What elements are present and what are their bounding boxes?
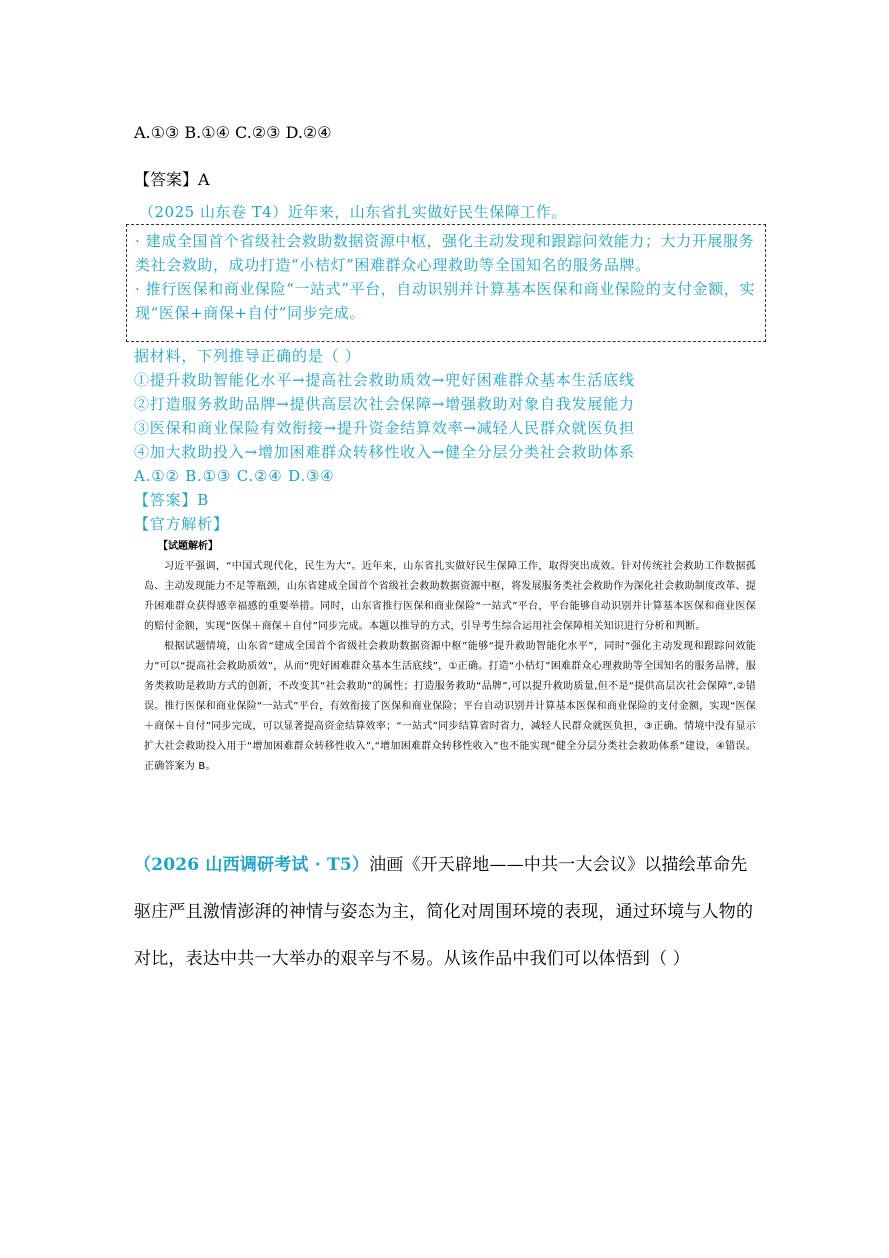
answer-options: A.①② B.①③ C.②④ D.③④ — [134, 467, 335, 485]
choice-item: ③医保和商业保险有效衔接→提升资金结算效率→减轻人民群众就医负担 — [134, 419, 635, 437]
choice-item: ②打造服务救助品牌→提供高层次社会保障→增强救助对象自我发展能力 — [134, 395, 635, 413]
question2-source: （2026 山西调研考试 · T5） — [134, 855, 370, 875]
material-item: · 推行医保和商业保险“一站式”平台，自动识别并计算基本医保和商业保险的支付金额，实现“医保+商保+自付”同步完成。 — [135, 280, 756, 322]
question2 — [134, 842, 758, 983]
answer: 【答案】B — [134, 491, 210, 509]
choice-item: ④加大救助投入→增加困难群众转移性收入→健全分层分类社会救助体系 — [134, 443, 635, 461]
question-body — [134, 344, 774, 536]
material-item: · 建成全国首个省级社会救助数据资源中枢，强化主动发现和跟踪问效能力；大力开展服务类社会救助，成功打造“小桔灯”困难群众心理救助等全国知名的服务品牌。 — [135, 232, 755, 274]
material-box — [126, 224, 766, 342]
question-source-title: （2025 山东卷 T4）近年来，山东省扎实做好民生保障工作。 — [139, 203, 567, 221]
prev-answer: 【答案】A — [134, 170, 210, 189]
choice-item: ①提升救助智能化水平→提高社会救助质效→兜好困难群众基本生活底线 — [134, 371, 635, 389]
analysis-paragraph: 根据试题情境，山东省“建成全国首个省级社会救助数据资源中枢”能够“提升救助智能化水平”，同时“强化主动发现和跟踪问效能力”可以“提高社会救助质效”，从而“兜好困难群众基本生活底线”，①正确。打造“小桔灯”困难群众心理救助等全国知名的服务品牌，服务类救助是救助方式的创新，不改变其“社会救助”的属性；打造服务救助“品牌”,可以提升救助质量,但不是“提供高层次社会保障”,②错误。推行医保和商业保险“一站式”平台，有效衔接了医保和商业保险；平台自动识别并计算基本医保和商业保险的支付金额，实现“医保＋商保＋自付”同步完成，可以显著提高资金结算效率；“一站式”同步结算省时省力，减轻人民群众就医负担，③正确。情境中没有显示扩大社会救助投入用于“增加困难群众转移性收入”,“增加困难群众转移性收入”也不能实现“健全分层分类社会救助体系”建设，④错误。正确答案为 B。 — [144, 641, 756, 772]
analysis-paragraph: 习近平强调，“中国式现代化，民生为大”。近年来，山东省扎实做好民生保障工作，取得突出成效。针对传统社会救助工作数据孤岛、主动发现能力不足等瓶颈，山东省建成全国首个省级社会救助数据资源中枢，将发展服务类社会救助作为深化社会救助制度改革、提升困难群众获得感幸福感的重要举措。同时，山东省推行医保和商业保险“一站式”平台，平台能够自动识别并计算基本医保和商业医保的赔付金额，实现“医保＋商保＋自付”同步完成。本题以推导的方式，引导考生综合运用社会保障相关知识进行分析和判断。 — [144, 561, 756, 632]
official-analysis-label: 【官方解析】 — [134, 515, 229, 533]
question-stem: 据材料，下列推导正确的是（ ） — [134, 347, 361, 365]
analysis-section — [144, 540, 756, 777]
analysis-heading: 【试题解析】 — [158, 541, 218, 552]
question2-text: 油画《开天辟地——中共一大会议》以描绘革命先驱庄严且激情澎湃的神情与姿态为主，简化对周围环境的表现，通过环境与人物的对比，表达中共一大举办的艰辛与不易。从该作品中我们可以体悟到（ ） — [134, 855, 754, 969]
prev-options: A.①③ B.①④ C.②③ D.②④ — [134, 123, 332, 142]
